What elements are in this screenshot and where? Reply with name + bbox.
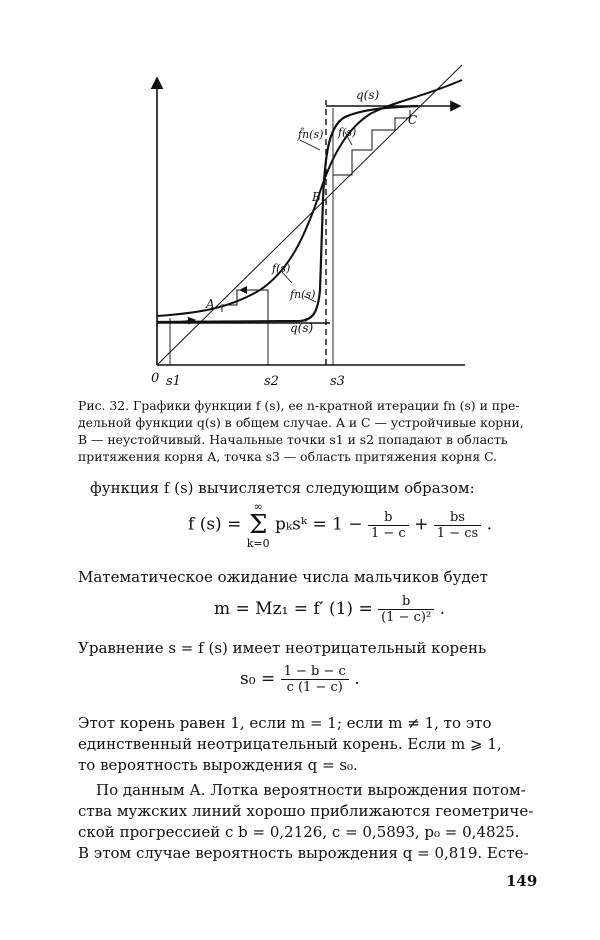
label-B: B <box>312 190 321 204</box>
label-fn-low: fn(s) <box>290 288 316 301</box>
paragraph-2-line-1: По данным А. Лотка вероятности вырождения потом- <box>96 781 526 799</box>
label-origin: 0 <box>151 371 160 386</box>
caption-line-3: B — неустойчивый. Начальные точки s1 и s2 попадают в область <box>78 432 508 447</box>
equation-root: s₀ = $\frac{1 - b - c}{c (1 - c)}$ . <box>240 664 360 695</box>
label-s3: s3 <box>330 374 345 389</box>
label-fn-top: f̂n(s) <box>298 128 324 141</box>
page-number: 149 <box>506 872 538 890</box>
intro-line: функция f (s) вычисляется следующим образом: <box>90 479 475 497</box>
caption-line-1: Рис. 32. Графики функции f (s), ее n-кратной итерации fn (s) и пре- <box>78 398 520 413</box>
sum-symbol: ∞ Σ k=0 <box>246 500 270 550</box>
equation-generating-function: f (s) = ∞ Σ k=0 pₖsᵏ = 1 − $\frac{b}{1 - c}$ + $\frac{bs}{1 - cs}$ . <box>188 500 492 550</box>
paragraph-2-line-4: В этом случае вероятность вырождения q = 0,819. Есте- <box>78 844 529 862</box>
label-s2: s2 <box>264 374 279 389</box>
paragraph-2-line-3: ской прогрессией с b = 0,2126, c = 0,5893, p₀ = 0,4825. <box>78 823 520 841</box>
label-C: C <box>408 113 418 127</box>
paragraph-1-line-1: Этот корень равен 1, если m = 1; если m ≠ 1, то это <box>78 714 492 732</box>
caption-line-4: притяжения корня A, точка s3 — область притяжения корня C. <box>78 449 498 464</box>
cobweb-upper <box>333 110 410 175</box>
label-q-low: q(s) <box>290 321 314 335</box>
label-f-mid: f(s) <box>272 262 291 275</box>
diagonal-line <box>157 65 462 365</box>
equation-expectation: m = Mz₁ = f′ (1) = $\frac{b}{\text{(1 − c)²}}$ . <box>214 594 445 625</box>
caption-line-2: дельной функции q(s) в общем случае. A и C — устройчивые корни, <box>78 415 524 430</box>
figure-caption <box>78 397 528 465</box>
fn-curve <box>157 106 418 322</box>
root-intro-line: Уравнение s = f (s) имеет неотрицательный корень <box>78 639 487 657</box>
paragraph-2-line-2: ства мужских линий хорошо приближаются геометриче- <box>78 802 534 820</box>
expectation-line: Математическое ожидание числа мальчиков будет <box>78 568 488 586</box>
label-f-top: f(s) <box>338 126 357 139</box>
label-s1: s1 <box>166 374 181 389</box>
paragraph-1-line-3: то вероятность вырождения q = s₀. <box>78 756 358 774</box>
label-A: A <box>206 297 215 311</box>
label-q-top: q(s) <box>356 88 380 102</box>
figure-graph <box>0 0 600 395</box>
paragraph-1-line-2: единственный неотрицательный корень. Если m ⩾ 1, <box>78 735 502 753</box>
